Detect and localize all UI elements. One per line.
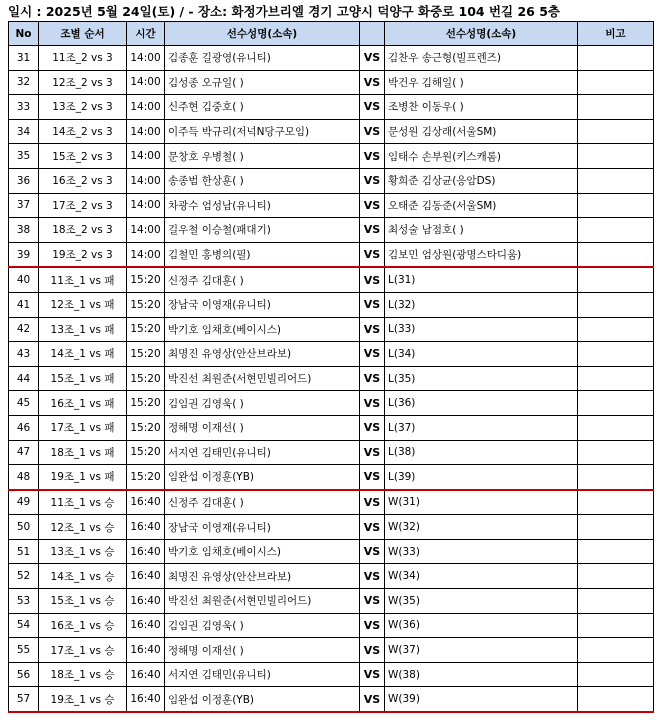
time-cell: 16:40 [127, 638, 165, 663]
group-order-cell: 15조_1 vs 승 [39, 589, 127, 614]
note-cell [578, 539, 654, 564]
table-row [9, 144, 654, 169]
table-row [9, 95, 654, 120]
time-cell: 14:00 [127, 95, 165, 120]
player1-cell: 신주현 김중호( ) [165, 95, 360, 120]
player1-cell: 차광수 엄성남(유니티) [165, 193, 360, 218]
match-no-cell: 56 [9, 662, 39, 687]
table-row [9, 292, 654, 317]
player1-cell: 문창호 우병철( ) [165, 144, 360, 169]
table-row [9, 342, 654, 367]
table-row [9, 589, 654, 614]
player2-cell: 오태준 김동준(서울SM) [385, 193, 578, 218]
note-cell [578, 342, 654, 367]
vs-label: VS [360, 70, 385, 95]
player2-cell: 김보민 엄상원(광명스타디움) [385, 242, 578, 267]
time-cell: 15:20 [127, 342, 165, 367]
match-no-cell: 54 [9, 613, 39, 638]
col-header-vs [360, 22, 385, 46]
player1-cell: 최명진 유영상(안산브라보) [165, 564, 360, 589]
time-cell: 14:00 [127, 70, 165, 95]
match-no-cell: 49 [9, 490, 39, 515]
note-cell [578, 687, 654, 712]
group-order-cell: 11조_1 vs 승 [39, 490, 127, 515]
match-no-cell: 47 [9, 440, 39, 465]
table-row [9, 242, 654, 267]
vs-label: VS [360, 515, 385, 540]
vs-label: VS [360, 415, 385, 440]
time-cell: 16:40 [127, 662, 165, 687]
player1-cell: 김철민 홍병의(필) [165, 242, 360, 267]
note-cell [578, 465, 654, 490]
player1-cell: 신정주 김대훈( ) [165, 267, 360, 292]
match-schedule-table [8, 21, 654, 713]
group-order-cell: 14조_1 vs 승 [39, 564, 127, 589]
player1-cell: 임완섭 이정훈(YB) [165, 687, 360, 712]
group-order-cell: 16조_1 vs 승 [39, 613, 127, 638]
table-row [9, 613, 654, 638]
table-row [9, 46, 654, 71]
table-row [9, 687, 654, 712]
time-cell: 15:20 [127, 415, 165, 440]
player2-cell: W(34) [385, 564, 578, 589]
group-order-cell: 17조_1 vs 패 [39, 415, 127, 440]
match-no-cell: 35 [9, 144, 39, 169]
player1-cell: 박기호 임채호(베이시스) [165, 317, 360, 342]
player2-cell: W(35) [385, 589, 578, 614]
table-row [9, 490, 654, 515]
player1-cell: 정해명 이재선( ) [165, 638, 360, 663]
player2-cell: L(38) [385, 440, 578, 465]
player1-cell: 장남국 이영재(유니티) [165, 292, 360, 317]
note-cell [578, 267, 654, 292]
note-cell [578, 391, 654, 416]
group-order-cell: 14조_1 vs 패 [39, 342, 127, 367]
group-order-cell: 12조_2 vs 3 [39, 70, 127, 95]
note-cell [578, 415, 654, 440]
note-cell [578, 218, 654, 243]
time-cell: 14:00 [127, 119, 165, 144]
vs-label: VS [360, 342, 385, 367]
match-no-cell: 39 [9, 242, 39, 267]
vs-label: VS [360, 613, 385, 638]
table-row [9, 662, 654, 687]
match-no-cell: 57 [9, 687, 39, 712]
player1-cell: 박진선 최원준(서현민빌리어드) [165, 366, 360, 391]
player2-cell: W(37) [385, 638, 578, 663]
col-header-no: No [9, 22, 39, 46]
time-cell: 14:00 [127, 168, 165, 193]
vs-label: VS [360, 391, 385, 416]
vs-label: VS [360, 366, 385, 391]
player2-cell: 박건우 김해일( ) [385, 70, 578, 95]
time-cell: 16:40 [127, 515, 165, 540]
note-cell [578, 589, 654, 614]
player2-cell: 최성술 남점호( ) [385, 218, 578, 243]
note-cell [578, 46, 654, 71]
note-cell [578, 193, 654, 218]
table-row [9, 539, 654, 564]
col-header-note: 비고 [578, 22, 654, 46]
match-no-cell: 32 [9, 70, 39, 95]
table-row [9, 415, 654, 440]
col-header-player1: 선수성명(소속) [165, 22, 360, 46]
note-cell [578, 292, 654, 317]
note-cell [578, 515, 654, 540]
time-cell: 14:00 [127, 144, 165, 169]
player2-cell: L(33) [385, 317, 578, 342]
table-row [9, 564, 654, 589]
player1-cell: 신정주 김대훈( ) [165, 490, 360, 515]
player1-cell: 김종훈 길광영(유니티) [165, 46, 360, 71]
vs-label: VS [360, 144, 385, 169]
match-no-cell: 48 [9, 465, 39, 490]
group-order-cell: 19조_1 vs 패 [39, 465, 127, 490]
player1-cell: 최명진 유영상(안산브라보) [165, 342, 360, 367]
player1-cell: 김임권 김영욱( ) [165, 613, 360, 638]
table-row [9, 317, 654, 342]
vs-label: VS [360, 490, 385, 515]
group-order-cell: 11조_1 vs 패 [39, 267, 127, 292]
time-cell: 16:40 [127, 490, 165, 515]
note-cell [578, 638, 654, 663]
group-order-cell: 11조_2 vs 3 [39, 46, 127, 71]
player2-cell: L(32) [385, 292, 578, 317]
vs-label: VS [360, 119, 385, 144]
table-row [9, 638, 654, 663]
table-row [9, 391, 654, 416]
match-no-cell: 45 [9, 391, 39, 416]
match-no-cell: 33 [9, 95, 39, 120]
group-order-cell: 13조_1 vs 패 [39, 317, 127, 342]
match-no-cell: 55 [9, 638, 39, 663]
match-no-cell: 40 [9, 267, 39, 292]
player1-cell: 송종범 한상훈( ) [165, 168, 360, 193]
vs-label: VS [360, 440, 385, 465]
match-no-cell: 52 [9, 564, 39, 589]
note-cell [578, 168, 654, 193]
player2-cell: 조병찬 이동우( ) [385, 95, 578, 120]
player2-cell: 김찬우 송근형(빌프렌즈) [385, 46, 578, 71]
match-no-cell: 41 [9, 292, 39, 317]
col-header-time: 시간 [127, 22, 165, 46]
note-cell [578, 242, 654, 267]
match-no-cell: 43 [9, 342, 39, 367]
player1-cell: 서지연 김태민(유니티) [165, 662, 360, 687]
group-order-cell: 14조_2 vs 3 [39, 119, 127, 144]
vs-label: VS [360, 193, 385, 218]
player2-cell: L(34) [385, 342, 578, 367]
col-header-player2: 선수성명(소속) [385, 22, 578, 46]
time-cell: 16:40 [127, 564, 165, 589]
time-cell: 14:00 [127, 193, 165, 218]
vs-label: VS [360, 638, 385, 663]
time-cell: 14:00 [127, 242, 165, 267]
table-row [9, 168, 654, 193]
table-header-row [9, 22, 654, 46]
player1-cell: 김성종 오규일( ) [165, 70, 360, 95]
player2-cell: 황희준 김상균(응암DS) [385, 168, 578, 193]
time-cell: 15:20 [127, 440, 165, 465]
player1-cell: 김임권 김영욱( ) [165, 391, 360, 416]
note-cell [578, 662, 654, 687]
match-no-cell: 42 [9, 317, 39, 342]
time-cell: 15:20 [127, 267, 165, 292]
match-no-cell: 31 [9, 46, 39, 71]
vs-label: VS [360, 168, 385, 193]
match-no-cell: 53 [9, 589, 39, 614]
player2-cell: L(36) [385, 391, 578, 416]
group-order-cell: 16조_2 vs 3 [39, 168, 127, 193]
player2-cell: W(32) [385, 515, 578, 540]
group-order-cell: 13조_1 vs 승 [39, 539, 127, 564]
group-order-cell: 16조_1 vs 패 [39, 391, 127, 416]
group-order-cell: 19조_2 vs 3 [39, 242, 127, 267]
group-order-cell: 13조_2 vs 3 [39, 95, 127, 120]
table-row [9, 515, 654, 540]
player1-cell: 서지연 김태민(유니티) [165, 440, 360, 465]
note-cell [578, 366, 654, 391]
note-cell [578, 95, 654, 120]
note-cell [578, 317, 654, 342]
table-row [9, 70, 654, 95]
table-row [9, 440, 654, 465]
table-row [9, 465, 654, 490]
time-cell: 15:20 [127, 465, 165, 490]
player1-cell: 박기호 임채호(베이시스) [165, 539, 360, 564]
group-order-cell: 18조_2 vs 3 [39, 218, 127, 243]
match-no-cell: 51 [9, 539, 39, 564]
table-row [9, 366, 654, 391]
player1-cell: 이주득 박규리(저넉N당구모임) [165, 119, 360, 144]
player1-cell: 장남국 이영재(유니티) [165, 515, 360, 540]
time-cell: 16:40 [127, 613, 165, 638]
col-header-order: 조별 순서 [39, 22, 127, 46]
note-cell [578, 119, 654, 144]
note-cell [578, 440, 654, 465]
match-no-cell: 34 [9, 119, 39, 144]
note-cell [578, 613, 654, 638]
time-cell: 16:40 [127, 687, 165, 712]
vs-label: VS [360, 242, 385, 267]
note-cell [578, 144, 654, 169]
group-order-cell: 18조_1 vs 패 [39, 440, 127, 465]
group-order-cell: 12조_1 vs 승 [39, 515, 127, 540]
match-no-cell: 36 [9, 168, 39, 193]
vs-label: VS [360, 465, 385, 490]
table-row [9, 193, 654, 218]
time-cell: 14:00 [127, 46, 165, 71]
vs-label: VS [360, 539, 385, 564]
match-no-cell: 46 [9, 415, 39, 440]
group-order-cell: 18조_1 vs 승 [39, 662, 127, 687]
vs-label: VS [360, 662, 385, 687]
time-cell: 15:20 [127, 391, 165, 416]
vs-label: VS [360, 687, 385, 712]
player2-cell: L(37) [385, 415, 578, 440]
time-cell: 14:00 [127, 218, 165, 243]
vs-label: VS [360, 267, 385, 292]
schedule-header: 일시 : 2025년 5월 24일(토) / - 장소: 화정가브리엘 경기 고양시 덕양구 화중로 104 번길 26 5층 [8, 4, 560, 19]
player2-cell: W(31) [385, 490, 578, 515]
group-order-cell: 12조_1 vs 패 [39, 292, 127, 317]
time-cell: 16:40 [127, 589, 165, 614]
vs-label: VS [360, 317, 385, 342]
player2-cell: W(38) [385, 662, 578, 687]
vs-label: VS [360, 46, 385, 71]
time-cell: 16:40 [127, 539, 165, 564]
group-order-cell: 15조_2 vs 3 [39, 144, 127, 169]
time-cell: 15:20 [127, 292, 165, 317]
group-order-cell: 17조_1 vs 승 [39, 638, 127, 663]
group-order-cell: 15조_1 vs 패 [39, 366, 127, 391]
group-order-cell: 17조_2 vs 3 [39, 193, 127, 218]
player2-cell: L(31) [385, 267, 578, 292]
note-cell [578, 564, 654, 589]
player2-cell: 임태수 손부원(키스캐롬) [385, 144, 578, 169]
match-no-cell: 44 [9, 366, 39, 391]
table-row [9, 218, 654, 243]
match-no-cell: 37 [9, 193, 39, 218]
time-cell: 15:20 [127, 317, 165, 342]
table-row [9, 119, 654, 144]
player1-cell: 박진선 최원준(서현민빌리어드) [165, 589, 360, 614]
note-cell [578, 70, 654, 95]
match-no-cell: 38 [9, 218, 39, 243]
player2-cell: L(35) [385, 366, 578, 391]
player2-cell: W(36) [385, 613, 578, 638]
vs-label: VS [360, 292, 385, 317]
note-cell [578, 490, 654, 515]
player1-cell: 길우철 이승철(패대기) [165, 218, 360, 243]
player2-cell: L(39) [385, 465, 578, 490]
player1-cell: 임완섭 이정훈(YB) [165, 465, 360, 490]
vs-label: VS [360, 589, 385, 614]
table-row [9, 267, 654, 292]
vs-label: VS [360, 95, 385, 120]
player2-cell: 문성원 김상래(서울SM) [385, 119, 578, 144]
player2-cell: W(33) [385, 539, 578, 564]
player1-cell: 정해명 이재선( ) [165, 415, 360, 440]
match-no-cell: 50 [9, 515, 39, 540]
vs-label: VS [360, 564, 385, 589]
group-order-cell: 19조_1 vs 승 [39, 687, 127, 712]
player2-cell: W(39) [385, 687, 578, 712]
time-cell: 15:20 [127, 366, 165, 391]
vs-label: VS [360, 218, 385, 243]
